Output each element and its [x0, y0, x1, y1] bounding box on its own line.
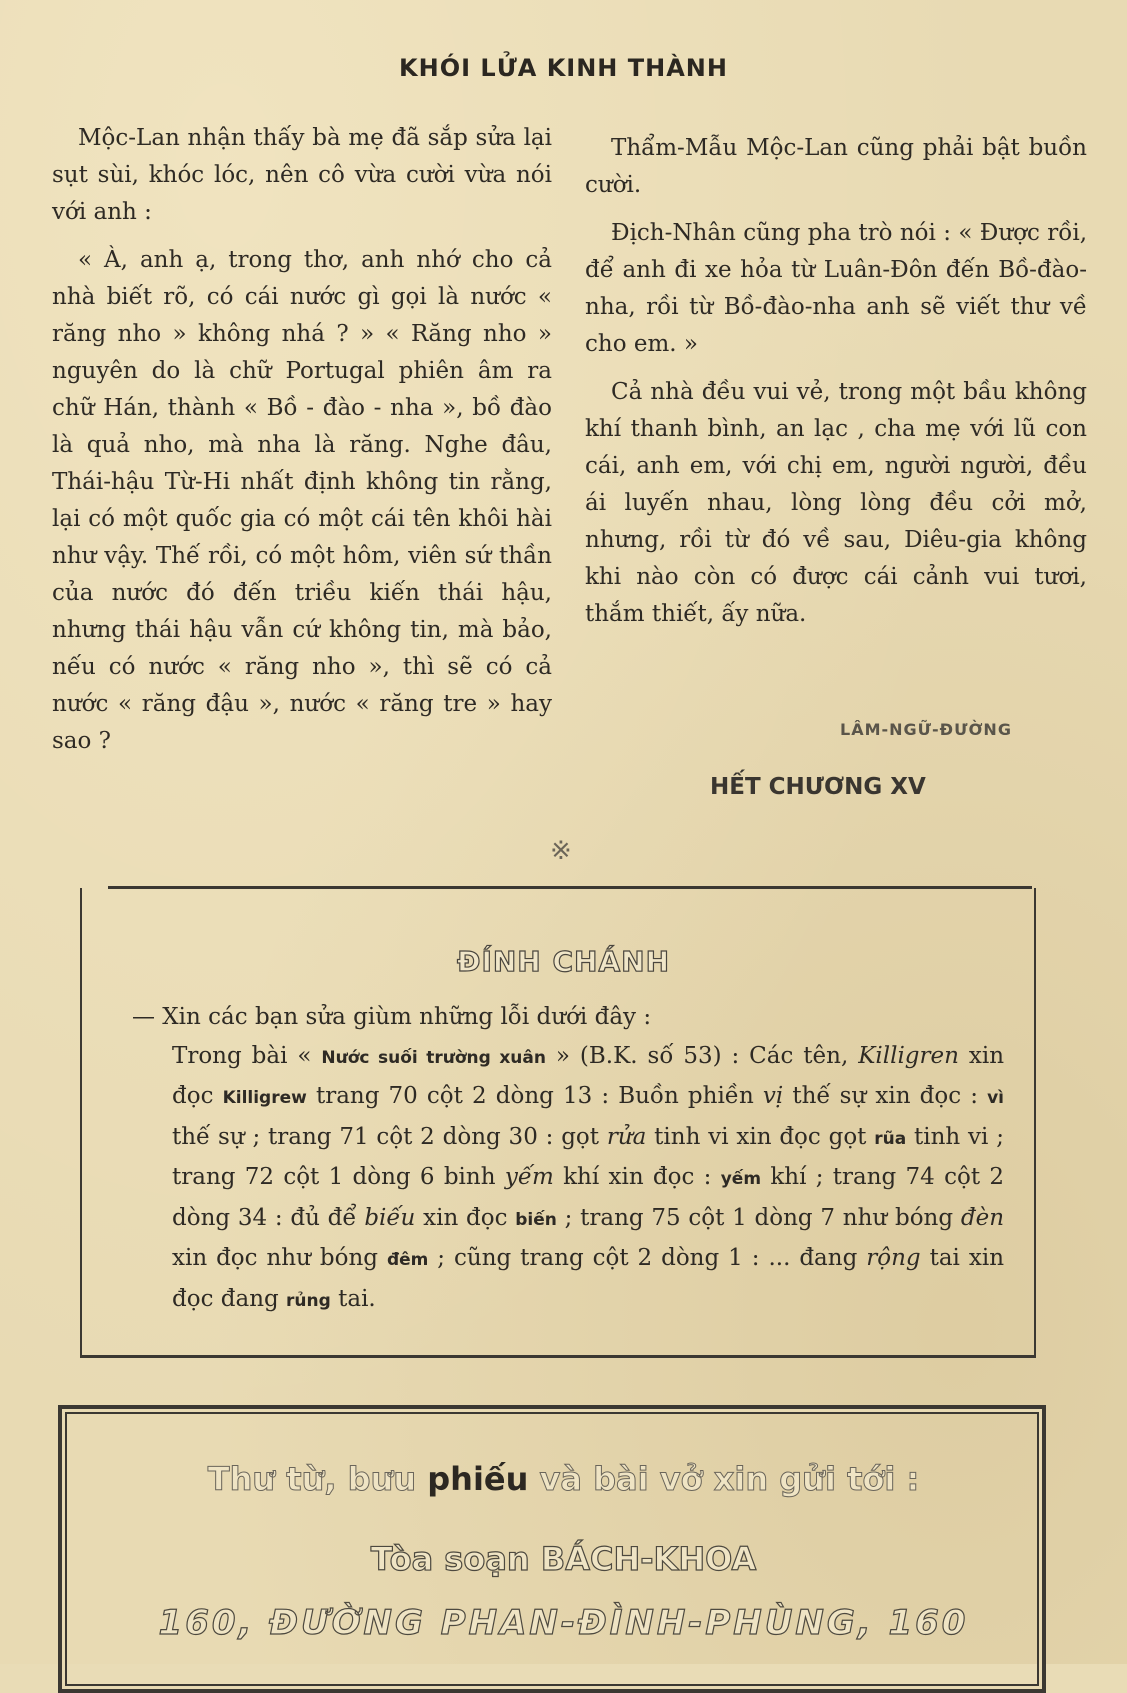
error-term: rửa — [606, 1123, 647, 1150]
right-column — [585, 130, 1087, 644]
text-run: khí xin đọc : — [553, 1164, 721, 1190]
paragraph: « À, anh ạ, trong thơ, anh nhớ cho cả nhà biết rõ, có cái nước gì gọi là nước « răng nho » không nhá ? » « Răng nho » nguyên do là chữ Portugal phiên âm ra chữ Hán, thành « Bồ - đào - nha », bồ đào là quả nho, mà nha là răng. Nghe đâu, Thái-hậu Từ-Hi nhất định không tin rằng, lại có một quốc gia có một cái tên khôi hài như vậy. Thế rồi, có một hôm, viên sứ thần của nước đó đến triều kiến thái hậu, nhưng thái hậu vẫn cứ không tin, mà bảo, nếu có nước « răng nho », thì sẽ có cả nước « răng đậu », nước « răng tre » hay sao ? — [52, 247, 552, 754]
text-run: ; cũng trang cột 2 dòng 1 : ... đang — [428, 1245, 867, 1271]
text-run: Thư từ, bưu — [207, 1460, 428, 1498]
correct-term: đêm — [386, 1250, 429, 1270]
errata-intro: — Xin các bạn sửa giùm những lỗi dưới đây : — [132, 1004, 652, 1030]
error-term: yếm — [504, 1164, 554, 1190]
text-run: xin đọc — [172, 1042, 1005, 1109]
text-run: và bài vở xin gửi tới : — [528, 1460, 920, 1498]
correct-term: rủng — [286, 1290, 331, 1311]
office-address: 160, ĐƯỜNG PHAN-ĐÌNH-PHÙNG, 160 — [158, 1603, 969, 1643]
text-run: xin đọc — [415, 1204, 516, 1231]
error-term: vị — [762, 1083, 784, 1109]
contact-instruction — [0, 1460, 1127, 1498]
text-run: Trong bài « — [172, 1042, 322, 1069]
correct-term: biến — [515, 1209, 557, 1230]
running-header: KHÓI LỬA KINH THÀNH — [399, 54, 728, 82]
error-term: rộng — [866, 1245, 921, 1271]
text-run: tai xin đọc đang — [172, 1245, 1005, 1312]
paragraph: Thẩm-Mẫu Mộc-Lan cũng phải bật buồn cười. — [585, 135, 1087, 198]
text-run: thế sự ; trang 71 cột 2 dòng 30 : gọt — [172, 1123, 607, 1150]
text-run: khí ; trang 74 cột 2 dòng 34 : đủ để — [172, 1164, 1005, 1231]
paragraph: Địch-Nhân cũng pha trò nói : « Được rồi, để anh đi xe hỏa từ Luân-Đôn đến Bồ-đào-nha, rồi từ Bồ-đào-nha anh sẽ viết thư về cho em. » — [585, 220, 1087, 357]
correct-term: yếm — [720, 1169, 762, 1189]
text-run: phiếu — [427, 1460, 529, 1498]
text-run: tai. — [330, 1285, 376, 1312]
text-run: ; trang 75 cột 1 dòng 7 như bóng — [556, 1204, 961, 1231]
paragraph: Mộc-Lan nhận thấy bà mẹ đã sắp sửa lại sụt sùi, khóc lóc, nên cô vừa cười vừa nói với anh : — [52, 125, 552, 225]
article-title: Nước suối trường xuân — [321, 1047, 546, 1068]
text-run: trang 70 cột 2 dòng 13 : Buồn phiền — [306, 1083, 763, 1109]
left-column — [52, 120, 552, 771]
author-signature: LÂM-NGỮ-ĐƯỜNG — [840, 720, 1012, 739]
text-run: » (B.K. số 53) : Các tên, — [545, 1042, 859, 1069]
error-term: biếu — [364, 1204, 416, 1231]
text-run: xin đọc như bóng — [172, 1245, 387, 1271]
ornament-icon: ※ — [550, 836, 572, 866]
correct-term: vì — [987, 1088, 1004, 1108]
error-term: Killigren — [858, 1042, 959, 1069]
correct-term: rũa — [874, 1128, 907, 1149]
errata-title: ĐÍNH CHÁNH — [456, 945, 670, 978]
paragraph: Cả nhà đều vui vẻ, trong một bầu không khí thanh bình, an lạc , cha mẹ với lũ con cái, anh em, với chị em, người người, đều ái luyến nhau, lòng lòng đều cởi mở, nhưng, rồi từ đó về sau, Diêu-gia không khi nào còn có được cái cảnh vui tươi, thắm thiết, ấy nữa. — [585, 379, 1087, 627]
correct-term: Killigrew — [222, 1088, 307, 1108]
errata-body — [132, 998, 1004, 1320]
editorial-office: Tòa soạn BÁCH-KHOA — [370, 1540, 757, 1578]
text-run: thế sự xin đọc : — [783, 1083, 988, 1109]
text-run: tinh vi ; trang 72 cột 1 dòng 6 binh — [172, 1123, 1004, 1190]
chapter-end: HẾT CHƯƠNG XV — [710, 774, 926, 800]
error-term: đèn — [960, 1204, 1005, 1231]
text-run: tinh vi xin đọc gọt — [646, 1123, 875, 1150]
errata-text — [132, 998, 1004, 1320]
